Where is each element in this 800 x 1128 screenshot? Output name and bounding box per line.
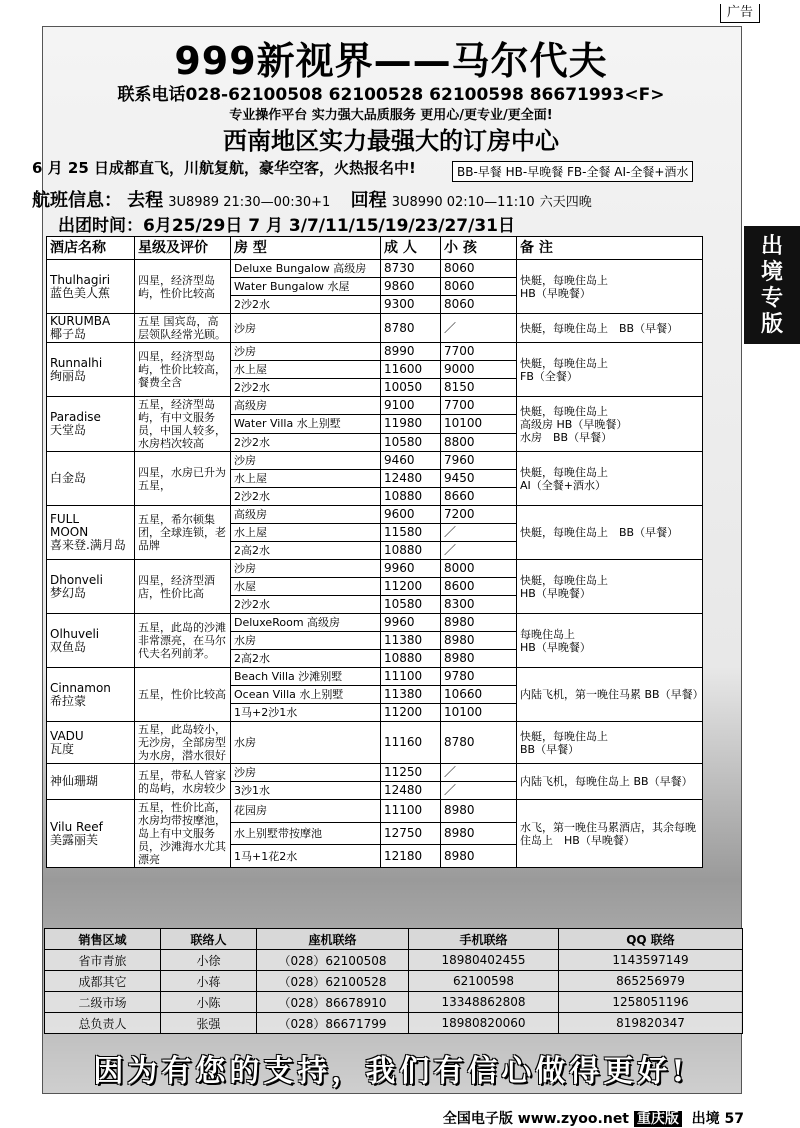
hotel-name: Paradise 天堂岛 <box>47 397 135 452</box>
side-section-tab <box>744 226 800 344</box>
child-price: 8300 <box>441 596 517 614</box>
contact-cell: （028）86671799 <box>257 1013 409 1034</box>
column-header: 星级及评价 <box>135 237 231 260</box>
table-row <box>47 314 703 343</box>
hotel-note: 快艇，每晚住岛上 AI（全餐+酒水） <box>517 452 703 506</box>
room-type: 沙房 <box>231 560 381 578</box>
room-type: 水房 <box>231 722 381 764</box>
hotel-note: 快艇，每晚住岛上 高级房 HB（早晚餐） 水房 BB（早餐） <box>517 397 703 452</box>
contact-cell: 62100598 <box>409 971 559 992</box>
table-header-row <box>47 237 703 260</box>
room-type: 2沙2水 <box>231 433 381 451</box>
room-type: 水房 <box>231 632 381 650</box>
child-price: 8980 <box>441 845 517 868</box>
footer-site: 全国电子版 www.zyoo.net <box>442 1111 630 1127</box>
adult-price: 11380 <box>381 686 441 704</box>
contact-row <box>45 992 743 1013</box>
hotel-rating: 五星，带私人管家的岛屿，水房较少 <box>135 764 231 800</box>
room-type: 水上屋 <box>231 524 381 542</box>
adult-price: 10880 <box>381 650 441 668</box>
child-price: 8150 <box>441 379 517 397</box>
adult-price: 11580 <box>381 524 441 542</box>
service-slogan: 专业操作平台 实力强大品质服务 更用心/更专业/更全面! <box>229 108 553 123</box>
hotel-note: 快艇，每晚住岛上 HB（早晚餐） <box>517 560 703 614</box>
page-number: 出境 57 <box>691 1111 744 1127</box>
adult-price: 10580 <box>381 596 441 614</box>
room-type: 高级房 <box>231 506 381 524</box>
room-type: Water Bungalow 水屋 <box>231 278 381 296</box>
column-header: 座机联络 <box>257 929 409 950</box>
child-price: 10100 <box>441 415 517 433</box>
hotel-note: 快艇，每晚住岛上 FB（全餐） <box>517 343 703 397</box>
contact-cell: 小蒋 <box>161 971 257 992</box>
column-header: 房 型 <box>231 237 381 260</box>
sales-contact-table <box>44 928 743 1034</box>
adult-price: 9100 <box>381 397 441 415</box>
contact-cell: （028）62100528 <box>257 971 409 992</box>
child-price: 9000 <box>441 361 517 379</box>
adult-price: 9860 <box>381 278 441 296</box>
adult-price: 12480 <box>381 470 441 488</box>
contact-cell: 18980820060 <box>409 1013 559 1034</box>
child-price: 8980 <box>441 822 517 845</box>
room-type: 1马+1花2水 <box>231 845 381 868</box>
adult-price: 11100 <box>381 800 441 823</box>
hotel-rating: 五星，性价比较高 <box>135 668 231 722</box>
column-header: 酒店名称 <box>47 237 135 260</box>
hotel-name: KURUMBA 椰子岛 <box>47 314 135 343</box>
hotel-note: 快艇，每晚住岛上 BB（早餐） <box>517 722 703 764</box>
contact-cell: 成都其它 <box>45 971 161 992</box>
hotel-note: 内陆飞机，每晚住岛上 BB（早餐） <box>517 764 703 800</box>
room-type: 花园房 <box>231 800 381 823</box>
hotel-rating: 五星 国宾岛，高层领队经常光顾。 <box>135 314 231 343</box>
hotel-rating: 四星，经济型岛屿，性价比较高，餐费全含 <box>135 343 231 397</box>
page-footer <box>443 1108 744 1128</box>
child-price: 8980 <box>441 632 517 650</box>
adult-price: 10050 <box>381 379 441 397</box>
side-tab-char: 出 <box>760 234 783 259</box>
hotel-rating: 四星，经济型岛屿，性价比较高 <box>135 260 231 314</box>
room-type: 2沙2水 <box>231 379 381 397</box>
child-price: 7960 <box>441 452 517 470</box>
column-header: 成 人 <box>381 237 441 260</box>
hotel-rating: 五星，性价比高，水房均带按摩池，岛上有中文服务员，沙滩海水尤其漂亮 <box>135 800 231 868</box>
hotel-note: 内陆飞机，第一晚住马累 BB（早餐） <box>517 668 703 722</box>
adult-price: 12180 <box>381 845 441 868</box>
column-header: 小 孩 <box>441 237 517 260</box>
contact-cell: 总负责人 <box>45 1013 161 1034</box>
adult-price: 11200 <box>381 578 441 596</box>
adult-price: 8990 <box>381 343 441 361</box>
table-row <box>47 560 703 578</box>
contact-cell: 865256979 <box>559 971 743 992</box>
room-type: Deluxe Bungalow 高级房 <box>231 260 381 278</box>
column-header: 销售区域 <box>45 929 161 950</box>
contact-cell: 小徐 <box>161 950 257 971</box>
child-price: 10100 <box>441 704 517 722</box>
adult-price: 11980 <box>381 415 441 433</box>
adult-price: 11600 <box>381 361 441 379</box>
contact-cell: 省市青旅 <box>45 950 161 971</box>
room-type: 1马+2沙1水 <box>231 704 381 722</box>
adult-price: 8780 <box>381 314 441 343</box>
hotel-price-table <box>46 236 703 868</box>
room-type: Water Villa 水上别墅 <box>231 415 381 433</box>
hotel-name: Runnalhi 绚丽岛 <box>47 343 135 397</box>
table-row <box>47 614 703 632</box>
child-price: 8060 <box>441 296 517 314</box>
child-price: 8980 <box>441 614 517 632</box>
contact-cell: （028）62100508 <box>257 950 409 971</box>
child-price: 8060 <box>441 260 517 278</box>
table-row <box>47 722 703 764</box>
ad-tag: 广告 <box>720 4 760 23</box>
meal-legend: BB-早餐 HB-早晚餐 FB-全餐 AI-全餐+酒水 <box>452 161 693 182</box>
room-type: 2高2水 <box>231 650 381 668</box>
adult-price: 11380 <box>381 632 441 650</box>
room-type: 2沙2水 <box>231 596 381 614</box>
hotel-rating: 五星，此岛较小，无沙房，全部房型为水房，潜水很好 <box>135 722 231 764</box>
hotel-name: VADU 瓦度 <box>47 722 135 764</box>
child-price: 8980 <box>441 650 517 668</box>
hotel-name: Olhuveli 双鱼岛 <box>47 614 135 668</box>
adult-price: 9300 <box>381 296 441 314</box>
child-price: 8600 <box>441 578 517 596</box>
contact-cell: 1143597149 <box>559 950 743 971</box>
hotel-note: 水飞，第一晚住马累酒店，其余每晚住岛上 HB（早晚餐） <box>517 800 703 868</box>
contact-cell: 小陈 <box>161 992 257 1013</box>
flight-return-detail: 3U8990 02:10—11:10 <box>391 195 535 210</box>
adult-price: 9960 <box>381 614 441 632</box>
side-tab-char: 境 <box>760 260 783 285</box>
table-row <box>47 668 703 686</box>
room-type: 高级房 <box>231 397 381 415</box>
hotel-rating: 五星，经济型岛屿，有中文服务员，中国人较多，水房档次较高 <box>135 397 231 452</box>
adult-price: 12750 <box>381 822 441 845</box>
contact-cell: 二级市场 <box>45 992 161 1013</box>
adult-price: 11200 <box>381 704 441 722</box>
hotel-rating: 四星，水房已升为五星， <box>135 452 231 506</box>
column-header: 手机联络 <box>409 929 559 950</box>
adult-price: 9460 <box>381 452 441 470</box>
side-tab-char: 专 <box>760 286 783 311</box>
column-header: 联络人 <box>161 929 257 950</box>
side-tab-char: 版 <box>760 312 783 337</box>
room-type: 水上屋 <box>231 470 381 488</box>
adult-price: 8730 <box>381 260 441 278</box>
departure-dates: 出团时间：6月25/29日 7 月 3/7/11/15/19/23/27/31日 <box>58 216 515 236</box>
adult-price: 9600 <box>381 506 441 524</box>
hotel-name: Vilu Reef 美露丽芙 <box>47 800 135 868</box>
adult-price: 12480 <box>381 782 441 800</box>
column-header: QQ 联络 <box>559 929 743 950</box>
room-type: 沙房 <box>231 314 381 343</box>
flight-out-label: 去程 <box>127 190 164 211</box>
hotel-name: Thulhagiri 蓝色美人蕉 <box>47 260 135 314</box>
room-type: Beach Villa 沙滩别墅 <box>231 668 381 686</box>
closing-slogan: 因为有您的支持，我们有信心做得更好! <box>93 1054 689 1089</box>
adult-price: 10880 <box>381 488 441 506</box>
contact-cell: 张强 <box>161 1013 257 1034</box>
child-price: 9780 <box>441 668 517 686</box>
child-price: 8980 <box>441 800 517 823</box>
contact-cell: 1258051196 <box>559 992 743 1013</box>
table-row <box>47 452 703 470</box>
hotel-note: 快艇，每晚住岛上 BB（早餐） <box>517 314 703 343</box>
table-row <box>47 343 703 361</box>
contact-row <box>45 971 743 992</box>
contact-row <box>45 1013 743 1034</box>
flight-duration: 六天四晚 <box>539 195 592 210</box>
adult-price: 11160 <box>381 722 441 764</box>
contact-cell: 18980402455 <box>409 950 559 971</box>
child-price: 8800 <box>441 433 517 451</box>
hotel-rating: 五星，此岛的沙滩非常漂亮，在马尔代夫名列前茅。 <box>135 614 231 668</box>
hotel-name: Cinnamon 希拉蒙 <box>47 668 135 722</box>
column-header: 备 注 <box>517 237 703 260</box>
flight-info <box>32 186 592 212</box>
child-price: ／ <box>441 764 517 782</box>
contact-cell: 819820347 <box>559 1013 743 1034</box>
flight-out-detail: 3U8989 21:30—00:30+1 <box>168 195 331 210</box>
table-row <box>47 260 703 278</box>
child-price: 8000 <box>441 560 517 578</box>
hotel-name: Dhonveli 梦幻岛 <box>47 560 135 614</box>
child-price: 9450 <box>441 470 517 488</box>
room-type: 2沙2水 <box>231 488 381 506</box>
room-type: 2高2水 <box>231 542 381 560</box>
child-price: ／ <box>441 782 517 800</box>
contact-cell: （028）86678910 <box>257 992 409 1013</box>
adult-price: 11250 <box>381 764 441 782</box>
hotel-note: 每晚住岛上 HB（早晚餐） <box>517 614 703 668</box>
contact-phones: 联系电话028-62100508 62100528 62100598 86671993<F> <box>117 85 665 105</box>
hotel-name: 白金岛 <box>47 452 135 506</box>
room-type: 水上屋 <box>231 361 381 379</box>
hotel-note: 快艇，每晚住岛上 BB（早餐） <box>517 506 703 560</box>
headline: 西南地区实力最强大的订房中心 <box>223 127 559 155</box>
adult-price: 11100 <box>381 668 441 686</box>
hotel-note: 快艇，每晚住岛上 HB（早晚餐） <box>517 260 703 314</box>
flight-return-label: 回程 <box>350 190 387 211</box>
hotel-name: FULL MOON 喜来登.满月岛 <box>47 506 135 560</box>
room-type: 水上别墅带按摩池 <box>231 822 381 845</box>
hotel-rating: 五星，希尔顿集团，全球连锁，老品牌 <box>135 506 231 560</box>
flight-label: 航班信息： <box>32 190 122 211</box>
room-type: 沙房 <box>231 343 381 361</box>
child-price: 8660 <box>441 488 517 506</box>
child-price: 7700 <box>441 343 517 361</box>
child-price: 8780 <box>441 722 517 764</box>
child-price: ／ <box>441 314 517 343</box>
adult-price: 10880 <box>381 542 441 560</box>
footer-edition: 重庆版 <box>634 1111 682 1127</box>
child-price: ／ <box>441 524 517 542</box>
table-row <box>47 764 703 782</box>
contact-header-row <box>45 929 743 950</box>
room-type: 2沙2水 <box>231 296 381 314</box>
child-price: 10660 <box>441 686 517 704</box>
room-type: DeluxeRoom 高级房 <box>231 614 381 632</box>
room-type: Ocean Villa 水上别墅 <box>231 686 381 704</box>
table-row <box>47 397 703 415</box>
child-price: 7700 <box>441 397 517 415</box>
room-type: 水屋 <box>231 578 381 596</box>
room-type: 沙房 <box>231 452 381 470</box>
child-price: 7200 <box>441 506 517 524</box>
hotel-name: 神仙珊瑚 <box>47 764 135 800</box>
table-row <box>47 506 703 524</box>
hotel-rating: 四星，经济型酒店，性价比高 <box>135 560 231 614</box>
flight-notice: 6 月 25 日成都直飞，川航复航，豪华空客，火热报名中! <box>32 159 416 177</box>
page-title: 999新视界——马尔代夫 <box>174 39 608 83</box>
room-type: 3沙1水 <box>231 782 381 800</box>
adult-price: 10580 <box>381 433 441 451</box>
table-row <box>47 800 703 823</box>
child-price: 8060 <box>441 278 517 296</box>
room-type: 沙房 <box>231 764 381 782</box>
child-price: ／ <box>441 542 517 560</box>
contact-cell: 13348862808 <box>409 992 559 1013</box>
adult-price: 9960 <box>381 560 441 578</box>
contact-row <box>45 950 743 971</box>
